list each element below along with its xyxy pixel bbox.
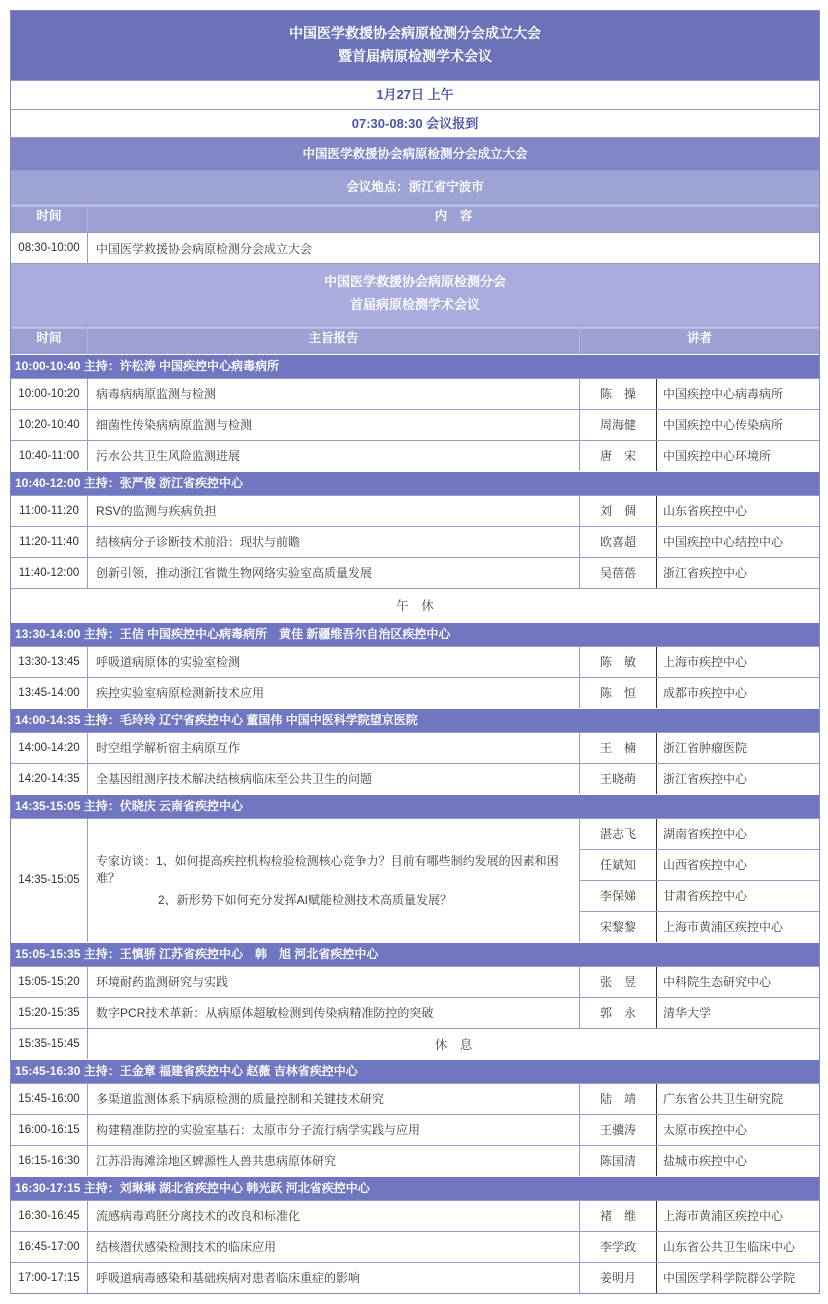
panel-time: 14:35-15:05	[18, 874, 80, 887]
panel-speakers	[579, 819, 819, 942]
speaker-name: 姜明月	[579, 1263, 656, 1293]
talk-row	[11, 1114, 819, 1145]
speaker-name: 陆 靖	[579, 1084, 656, 1114]
speaker-name: 陈 恒	[579, 678, 656, 708]
talk-row	[11, 763, 819, 794]
talk-row	[11, 1231, 819, 1262]
ceremony-section-title: 中国医学救援协会病原检测分会成立大会	[11, 137, 819, 170]
speaker-name: 任斌知	[579, 850, 656, 880]
speaker-name: 郭 永	[579, 998, 656, 1028]
speaker-org: 上海市疾控中心	[656, 647, 819, 677]
session-chair-band: 10:40-12:00 主持：张严俊 浙江省疾控中心	[11, 471, 819, 495]
rest-label: 休 息	[87, 1029, 819, 1059]
talk-row	[11, 1262, 819, 1293]
speaker-name: 宋黎黎	[579, 912, 656, 942]
talk-time: 11:00-11:20	[19, 504, 79, 517]
header-content: 内 容	[87, 204, 819, 232]
talk-title: 全基因组测序技术解决结核病临床至公共卫生的问题	[87, 764, 579, 794]
talk-row	[11, 378, 819, 409]
talk-time: 16:45-17:00	[18, 1240, 80, 1253]
speaker-name: 陈国清	[579, 1146, 656, 1176]
speaker-org: 山西省疾控中心	[656, 850, 819, 880]
rest-break-row	[11, 1028, 819, 1059]
speaker-name: 李学政	[579, 1232, 656, 1262]
talk-time: 10:00-10:20	[18, 387, 80, 400]
session-chair-band: 15:45-16:30 主持：王金章 福建省疾控中心 赵薇 吉林省疾控中心	[11, 1059, 819, 1083]
expert-panel-row	[11, 818, 819, 942]
conference-section-title	[11, 263, 819, 325]
talk-title: 呼吸道病毒感染和基础疾病对患者临床重症的影响	[87, 1263, 579, 1293]
talk-title: 结核病分子诊断技术前沿：现状与前瞻	[87, 527, 579, 557]
venue-row: 会议地点：浙江省宁波市	[11, 170, 819, 203]
speaker-name: 李保娣	[579, 881, 656, 911]
speaker-name: 唐 宋	[579, 441, 656, 471]
speaker-org: 山东省疾控中心	[656, 496, 819, 526]
speaker-org: 中国医学科学院群公学院	[656, 1263, 819, 1293]
rest-time: 15:35-15:45	[18, 1037, 80, 1050]
panel-topic	[87, 819, 579, 942]
speaker-name: 王晓萌	[579, 764, 656, 794]
speaker-org: 山东省公共卫生临床中心	[656, 1232, 819, 1262]
panel-topic-line-1: 专家访谈：1、如何提高疾控机构检验检测核心竞争力？目前有哪些制约发展的因素和困难？	[96, 854, 559, 886]
speaker-org: 浙江省肿瘤医院	[656, 733, 819, 763]
speaker-org: 湖南省疾控中心	[656, 819, 819, 849]
ceremony-table-header	[11, 203, 819, 232]
talk-time: 17:00-17:15	[18, 1271, 80, 1284]
speaker-org: 广东省公共卫生研究院	[656, 1084, 819, 1114]
speaker-org: 太原市疾控中心	[656, 1115, 819, 1145]
talk-title: 环境耐药监测研究与实践	[87, 967, 579, 997]
speaker-name: 周海健	[579, 410, 656, 440]
talk-row	[11, 1145, 819, 1176]
talk-time: 11:40-12:00	[18, 566, 80, 579]
registration-row: 07:30-08:30 会议报到	[11, 109, 819, 137]
talk-row	[11, 732, 819, 763]
speaker-name: 湛志飞	[579, 819, 656, 849]
speaker-name: 张 昱	[579, 967, 656, 997]
talk-title: 构建精准防控的实验室基石：太原市分子流行病学实践与应用	[87, 1115, 579, 1145]
talk-time: 14:00-14:20	[18, 741, 80, 754]
talk-title: 结核潜伏感染检测技术的临床应用	[87, 1232, 579, 1262]
header-speaker: 讲者	[579, 326, 819, 354]
session-chair-band: 13:30-14:00 主持：王佶 中国疾控中心病毒病所 黄佳 新疆维吾尔自治区疾控中心	[11, 622, 819, 646]
talk-row	[11, 440, 819, 471]
speaker-org: 中国疾控中心环境所	[656, 441, 819, 471]
conference-title	[11, 11, 819, 80]
talk-row	[11, 557, 819, 588]
talk-row	[11, 1083, 819, 1114]
speaker-name: 欧喜超	[579, 527, 656, 557]
speaker-org: 盐城市疾控中心	[656, 1146, 819, 1176]
speaker-org: 中科院生态研究中心	[656, 967, 819, 997]
talk-title: 污水公共卫生风险监测进展	[87, 441, 579, 471]
session-chair-band: 16:30-17:15 主持：刘琳琳 湖北省疾控中心 韩光跃 河北省疾控中心	[11, 1176, 819, 1200]
session-chair-band: 10:00-10:40 主持：许松涛 中国疾控中心病毒病所	[11, 354, 819, 378]
talk-title: 创新引领，推动浙江省微生物网络实验室高质量发展	[87, 558, 579, 588]
section-title-line-1: 中国医学救援协会病原检测分会	[323, 274, 506, 290]
speaker-name: 刘 倜	[579, 496, 656, 526]
speaker-org: 上海市黄浦区疾控中心	[656, 1201, 819, 1231]
speaker-name: 吴蓓蓓	[579, 558, 656, 588]
speaker-name: 王骥涛	[579, 1115, 656, 1145]
section-title-line-2: 首届病原检测学术会议	[349, 296, 480, 312]
talk-time: 16:15-16:30	[18, 1154, 80, 1167]
date-row: 1月27日 上午	[11, 80, 819, 109]
speaker-name: 陈 操	[579, 379, 656, 409]
speaker-org: 成都市疾控中心	[656, 678, 819, 708]
talk-row	[11, 1200, 819, 1231]
talk-time: 11:20-11:40	[19, 535, 79, 548]
ceremony-content: 中国医学救援协会病原检测分会成立大会	[87, 233, 819, 263]
talk-time: 15:45-16:00	[18, 1092, 80, 1105]
speaker-org: 上海市黄浦区疾控中心	[656, 912, 819, 942]
talk-row	[11, 526, 819, 557]
talk-row	[11, 409, 819, 440]
talk-time: 14:20-14:35	[18, 772, 80, 785]
header-time: 时间	[36, 209, 62, 224]
talk-title: 疾控实验室病原检测新技术应用	[87, 678, 579, 708]
conference-table-header	[11, 325, 819, 354]
talk-time: 10:20-10:40	[18, 418, 80, 431]
header-keynote: 主旨报告	[87, 326, 579, 354]
session-chair-band: 15:05-15:35 主持：王慎骄 江苏省疾控中心 韩 旭 河北省疾控中心	[11, 942, 819, 966]
talk-row	[11, 997, 819, 1028]
talk-row	[11, 646, 819, 677]
talk-time: 13:45-14:00	[18, 686, 80, 699]
session-chair-band: 14:00-14:35 主持：毛玲玲 辽宁省疾控中心 董国伟 中国中医科学院望京医院	[11, 708, 819, 732]
panel-speaker-row	[579, 880, 819, 911]
speaker-org: 中国疾控中心病毒病所	[656, 379, 819, 409]
title-line-2: 暨首届病原检测学术会议	[338, 48, 492, 65]
talk-row	[11, 966, 819, 997]
speaker-org: 甘肃省疾控中心	[656, 881, 819, 911]
panel-speaker-row	[579, 819, 819, 849]
agenda-table	[10, 10, 820, 1294]
speaker-org: 浙江省疾控中心	[656, 558, 819, 588]
header-time: 时间	[36, 330, 62, 345]
talk-title: 病毒病病原监测与检测	[87, 379, 579, 409]
lunch-break-row: 午 休	[11, 588, 819, 622]
talk-time: 16:30-16:45	[18, 1209, 80, 1222]
talk-title: RSV的监测与疾病负担	[87, 496, 579, 526]
talk-title: 江苏沿海滩涂地区蜱源性人兽共患病原体研究	[87, 1146, 579, 1176]
title-line-1: 中国医学救援协会病原检测分会成立大会	[289, 25, 541, 41]
schedule-body	[11, 354, 819, 1293]
talk-time: 10:40-11:00	[18, 449, 80, 462]
speaker-org: 浙江省疾控中心	[656, 764, 819, 794]
panel-speaker-row	[579, 911, 819, 942]
panel-speaker-row	[579, 849, 819, 880]
talk-title: 多渠道监测体系下病原检测的质量控制和关键技术研究	[87, 1084, 579, 1114]
talk-title: 呼吸道病原体的实验室检测	[87, 647, 579, 677]
talk-title: 时空组学解析宿主病原互作	[87, 733, 579, 763]
speaker-org: 清华大学	[656, 998, 819, 1028]
talk-time: 13:30-13:45	[18, 655, 80, 668]
talk-title: 数字PCR技术革新：从病原体超敏检测到传染病精准防控的突破	[87, 998, 579, 1028]
panel-topic-line-2: 2、新形势下如何充分发挥AI赋能检测技术高质量发展？	[158, 893, 453, 908]
talk-row	[11, 677, 819, 708]
ceremony-time: 08:30-10:00	[18, 242, 80, 255]
speaker-name: 褚 维	[579, 1201, 656, 1231]
talk-title: 流感病毒鸡胚分离技术的改良和标准化	[87, 1201, 579, 1231]
talk-time: 15:20-15:35	[18, 1006, 80, 1019]
session-chair-band: 14:35-15:05 主持：伏晓庆 云南省疾控中心	[11, 794, 819, 818]
speaker-name: 王 楠	[579, 733, 656, 763]
talk-time: 16:00-16:15	[18, 1123, 80, 1136]
talk-row	[11, 495, 819, 526]
speaker-name: 陈 敏	[579, 647, 656, 677]
talk-time: 15:05-15:20	[18, 975, 80, 988]
speaker-org: 中国疾控中心结控中心	[656, 527, 819, 557]
ceremony-row	[11, 232, 819, 263]
talk-title: 细菌性传染病病原监测与检测	[87, 410, 579, 440]
speaker-org: 中国疾控中心传染病所	[656, 410, 819, 440]
